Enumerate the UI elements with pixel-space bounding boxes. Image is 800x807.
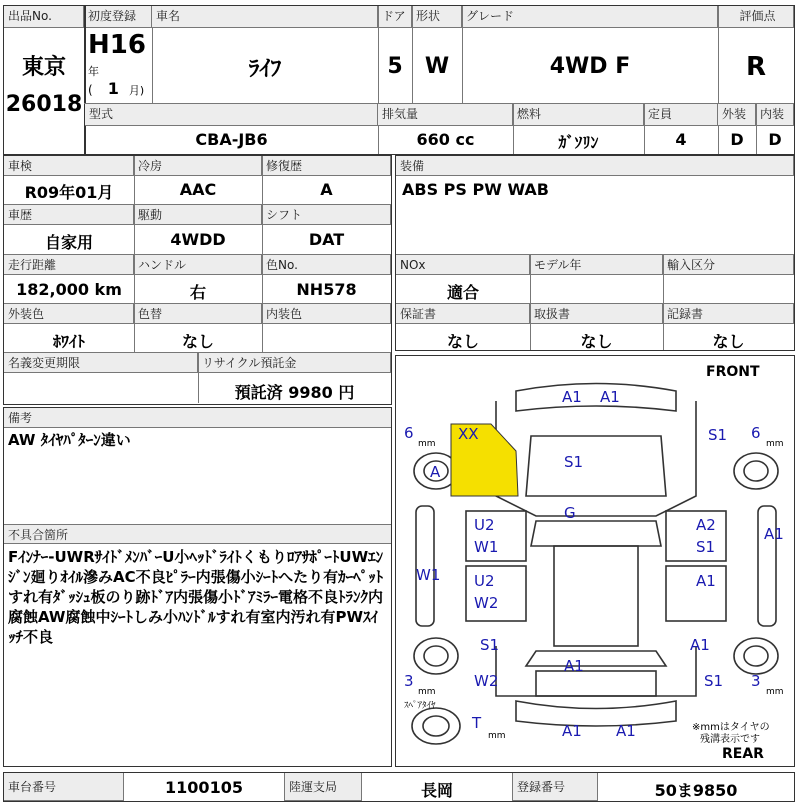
location: 東京 [21, 55, 66, 80]
mark-door-rl-2: W2 [474, 594, 499, 612]
office: 長岡 [420, 781, 453, 800]
mm-spare: mm [488, 731, 506, 741]
roof [554, 546, 638, 646]
score: R [745, 52, 767, 82]
shape-label: 形状 [412, 6, 462, 28]
color-no: NH578 [296, 280, 357, 299]
mark-rear-bumper-r: A1 [616, 722, 636, 740]
grade: 4WD F [549, 54, 631, 79]
import-label: 輸入区分 [663, 255, 794, 275]
doors: 5 [387, 54, 403, 79]
inspection: R09年01月 [24, 183, 114, 202]
equip: ABS PS PW WAB [402, 180, 549, 199]
rear-glass [526, 651, 666, 666]
first-reg-label: 初度登録 [84, 6, 152, 28]
interior-label: 内装 [756, 104, 794, 126]
drive-label: 駆動 [134, 205, 262, 225]
office-label: 陸運支局 [284, 773, 362, 801]
wheel-rr-inner [744, 646, 768, 666]
body-front [496, 401, 696, 516]
color-no-label: 色No. [262, 255, 391, 275]
front-label: FRONT [706, 364, 760, 380]
spare-tire [412, 708, 460, 744]
steering: 右 [189, 283, 206, 302]
ext-color: ﾎﾜｲﾄ [52, 332, 85, 351]
int-color-label: 内装色 [262, 304, 391, 324]
mark-rear-l: W2 [474, 672, 499, 690]
ext-color-label: 外装色 [4, 304, 134, 324]
inspection-label: 車検 [4, 156, 134, 176]
mm-note-line1: ※mmはタイヤの [692, 722, 770, 733]
windshield [531, 521, 661, 546]
mark-door-fr-2: S1 [696, 538, 716, 556]
hood [526, 436, 666, 496]
wheel-rr [734, 638, 778, 674]
record-label: 記録書 [663, 304, 794, 324]
mark-door-rr: A1 [696, 572, 716, 590]
mm-rr: mm [766, 687, 784, 697]
capacity: 4 [675, 130, 687, 149]
remarks-label: 備考 [4, 408, 391, 428]
year-unit: 年 [88, 65, 99, 78]
warranty: なし [446, 332, 479, 351]
mark-tread-rr: 3 [751, 672, 761, 690]
color-change: なし [181, 332, 214, 351]
car-name-label: 車名 [152, 6, 378, 28]
shift: DAT [308, 230, 345, 249]
rear-label: REAR [722, 746, 764, 762]
grade-label: グレード [462, 6, 718, 28]
model: CBA-JB6 [195, 130, 268, 149]
exterior-grade: D [730, 130, 744, 149]
mark-qtr-l: S1 [480, 636, 500, 654]
recycle-label: リサイクル預託金 [198, 353, 391, 373]
month: 1 [107, 79, 119, 98]
repair-label: 修復歴 [262, 156, 391, 176]
fuel: ｶﾞｿﾘﾝ [558, 133, 599, 152]
mark-door-fr-1: A2 [696, 516, 716, 534]
model-label: 型式 [85, 104, 378, 126]
mark-rear-bumper-l: A1 [562, 722, 582, 740]
lot-no: 26018 [5, 92, 83, 117]
ac: AAC [179, 180, 217, 199]
first-reg-value [88, 30, 152, 100]
interior-grade: D [768, 130, 782, 149]
mm-rl: mm [418, 687, 436, 697]
displacement-label: 排気量 [378, 104, 513, 126]
displacement: 660 cc [416, 130, 475, 149]
mark-sill-l: W1 [416, 566, 441, 584]
mark-xx: XX [458, 425, 479, 443]
plate: 50ま9850 [654, 781, 738, 800]
manual: なし [580, 332, 613, 351]
color-change-label: 色替 [134, 304, 262, 324]
wheel-rl [414, 638, 458, 674]
mileage-label: 走行距離 [4, 255, 134, 275]
mileage: 182,000 km [16, 280, 122, 299]
mark-door-rl-1: U2 [474, 572, 495, 590]
door-label: ドア [378, 6, 412, 28]
record: なし [712, 332, 745, 351]
mark-door-fl-2: W1 [474, 538, 499, 556]
history: 自家用 [44, 233, 93, 252]
wheel-fr [734, 453, 778, 489]
mark-rear-r: S1 [704, 672, 724, 690]
shift-label: シフト [262, 205, 391, 225]
sill-r [758, 506, 776, 626]
remarks-text: AW ﾀｲﾔﾊﾟﾀｰﾝ違い [8, 431, 131, 449]
mark-fender-r: S1 [708, 426, 728, 444]
defects-text: Fｲﾝﾅｰ-UWRｻｲﾄﾞﾒﾝﾊﾞｰU小ﾍｯﾄﾞﾗｲﾄくもりﾛｱｻﾎﾟｰﾄUWｴﾝｼﾞﾝ廻りｵｲﾙ滲みAC不良ﾋﾟﾗｰ内張傷小ｼｰﾄへたり有ｶｰﾍﾟｯﾄすれ有ﾀﾞｯｼｭ板のり跡ﾄﾞｱ内張傷小ﾄﾞｱﾐﾗｰ電格不良ﾄﾗﾝｸ内腐蝕AW腐蝕中ｼｰﾄしみ小ﾊﾝﾄﾞﾙすれ有室内汚れ有PWｽｲｯﾁ不良 [8, 548, 384, 646]
mark-front-bumper-l: A1 [562, 388, 582, 406]
manual-label: 取扱書 [530, 304, 663, 324]
month-paren: ( [88, 83, 93, 97]
name-change-label: 名義変更期限 [4, 353, 198, 373]
mark-pillar-r: A1 [764, 525, 784, 543]
recycle: 預託済 9980 円 [234, 383, 355, 402]
auction-no-label: 出品No. [4, 6, 84, 28]
mark-trunk: A1 [564, 657, 584, 675]
mm-fl: mm [418, 439, 436, 449]
fuel-label: 燃料 [513, 104, 644, 126]
spare-tire-inner [423, 716, 449, 736]
steering-label: ハンドル [134, 255, 262, 275]
nox-label: NOx [396, 255, 530, 275]
mark-spare: T [472, 714, 482, 732]
chassis-label: 車台番号 [4, 773, 124, 801]
chassis: 1100105 [165, 778, 243, 797]
mark-tread-rl: 3 [404, 672, 414, 690]
wheel-fr-inner [744, 461, 768, 481]
exterior-label: 外装 [718, 104, 756, 126]
mm-fr: mm [766, 439, 784, 449]
repair: A [320, 180, 333, 199]
plate-label: 登録番号 [512, 773, 598, 801]
wheel-rl-inner [424, 646, 448, 666]
mark-qtr-r: A1 [690, 636, 710, 654]
mark-roof: G [564, 504, 576, 522]
mm-note [692, 721, 773, 745]
car-diagram [395, 355, 795, 767]
spare-label: ｽﾍﾟｱﾀｲﾔ [404, 701, 436, 711]
warranty-label: 保証書 [396, 304, 530, 324]
rear-bumper [516, 701, 676, 726]
car-name: ﾗｲﾌ [248, 57, 282, 82]
drive: 4WDD [170, 230, 226, 249]
capacity-label: 定員 [644, 104, 718, 126]
equip-label: 装備 [396, 156, 794, 176]
trunk [536, 671, 656, 696]
mark-door-fl-1: U2 [474, 516, 495, 534]
mark-tread-fr: 6 [751, 424, 761, 442]
front-bumper [516, 384, 676, 412]
ac-label: 冷房 [134, 156, 262, 176]
defects-label: 不具合箇所 [4, 524, 391, 544]
mark-front-bumper-r: A1 [600, 388, 620, 406]
history-label: 車歴 [4, 205, 134, 225]
score-label: 評価点 [718, 6, 794, 28]
month-unit: 月) [128, 84, 145, 97]
mark-fender-l: A [430, 463, 441, 481]
model-year-label: モデル年 [530, 255, 663, 275]
era-year: H16 [88, 30, 146, 60]
mm-note-line2: 残溝表示です [700, 734, 760, 745]
shape: W [424, 54, 450, 79]
mark-tread-fl: 6 [404, 424, 414, 442]
mark-hood: S1 [564, 453, 584, 471]
nox: 適合 [446, 283, 479, 302]
